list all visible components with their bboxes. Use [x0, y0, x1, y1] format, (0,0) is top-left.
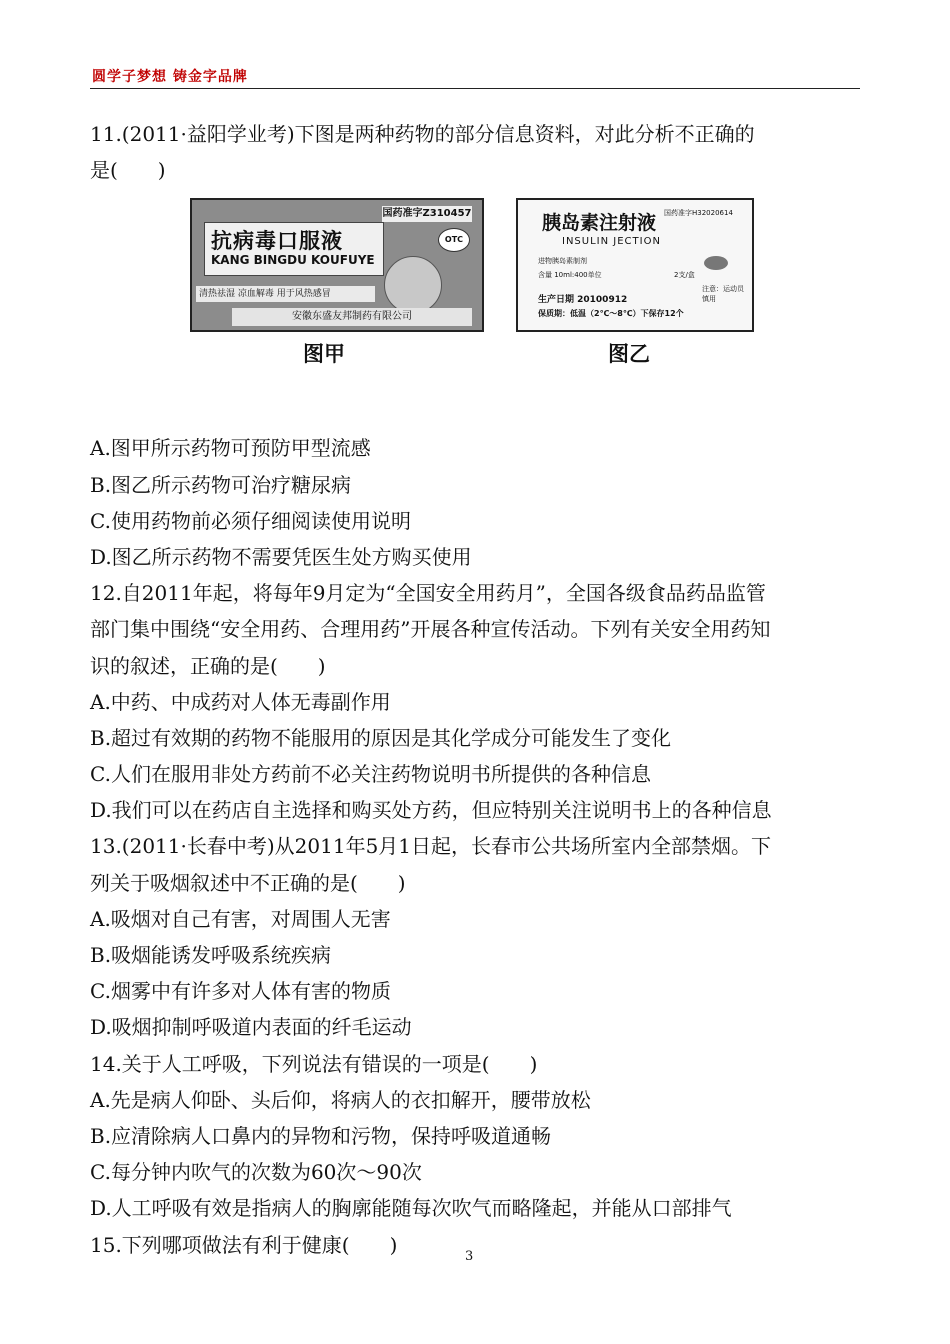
q11-option-a: A.图甲所示药物可预防甲型流感: [90, 436, 371, 461]
yi-note: 注意：运动员慎用: [702, 285, 744, 304]
otc-badge: OTC: [438, 228, 470, 252]
yi-content: 含量 10ml:400单位: [538, 271, 602, 280]
q13-option-c: C.烟雾中有许多对人体有害的物质: [90, 979, 391, 1004]
q14-option-d: D.人工呼吸有效是指病人的胸廓能随每次吹气而略隆起，并能从口部排气: [90, 1196, 732, 1221]
yi-approval-number: 国药准字H32020614: [664, 209, 733, 218]
yi-name-en: INSULIN JECTION: [562, 236, 661, 248]
q11-option-d: D.图乙所示药物不需要凭医生处方购买使用: [90, 544, 472, 569]
jia-function-text: 清热祛湿 凉血解毒 用于风热感冒: [196, 286, 375, 302]
q14-option-a: A.先是病人仰卧、头后仰，将病人的衣扣解开，腰带放松: [90, 1087, 591, 1112]
q13-option-b: B.吸烟能诱发呼吸系统疾病: [90, 943, 332, 967]
q12-option-a: A.中药、中成药对人体无毒副作用: [90, 689, 391, 714]
yi-production-date: 生产日期 20100912: [538, 295, 628, 306]
q11-option-c: C.使用药物前必须仔细阅读使用说明: [90, 508, 411, 533]
q11-stem-line-2: 是( ): [90, 158, 166, 183]
header-slogan: 圆学子梦想 铸金字品牌: [92, 69, 248, 85]
q13-option-a: A.吸烟对自己有害，对周围人无害: [90, 906, 391, 931]
q11-figures: [90, 196, 862, 426]
document-body: [90, 116, 862, 1263]
q13-stem-line-2: 列关于吸烟叙述中不正确的是( ): [90, 870, 406, 895]
q12-option-d: D.我们可以在药店自主选择和购买处方药，但应特别关注说明书上的各种信息: [90, 798, 772, 823]
yi-ingredient: 进物胰岛素制剂: [538, 257, 587, 266]
q12-option-b: B.超过有效期的药物不能服用的原因是其化学成分可能发生了变化: [90, 725, 672, 750]
page-number: 3: [465, 1249, 474, 1264]
q13-option-d: D.吸烟抑制呼吸道内表面的纤毛运动: [90, 1015, 412, 1040]
q11-option-b: B.图乙所示药物可治疗糖尿病: [90, 472, 352, 497]
vial-icon: [704, 256, 728, 270]
yi-package: 2支/盒: [674, 271, 695, 280]
jia-name-en: KANG BINGDU KOUFUYE: [211, 253, 375, 268]
q12-stem-line-2: 部门集中围绕“安全用药、合理用药”开展各种宣传活动。下列有关安全用药知: [90, 617, 771, 642]
q14-option-b: B.应清除病人口鼻内的异物和污物，保持呼吸道通畅: [90, 1123, 552, 1148]
yi-name-cn: 胰岛素注射液: [542, 212, 657, 235]
q15-stem: 15.下列哪项做法有利于健康( ): [90, 1232, 398, 1257]
figure-yi-image: [516, 198, 754, 332]
q14-stem: 14.关于人工呼吸，下列说法有错误的一项是( ): [90, 1051, 538, 1076]
q13-stem-line-1: 13.(2011·长春中考)从2011年5月1日起，长春市公共场所室内全部禁烟。下: [90, 834, 772, 859]
q14-option-c: C.每分钟内吹气的次数为60次～90次: [90, 1160, 422, 1185]
jia-approval-number: 国药准字Z310457: [382, 206, 472, 222]
mascot-figure: [384, 256, 442, 314]
figure-jia-image: [190, 198, 484, 332]
q11-stem-line-1: 11.(2011·益阳学业考)下图是两种药物的部分信息资料，对此分析不正确的: [90, 122, 755, 146]
page-header: [90, 66, 860, 89]
q12-option-c: C.人们在服用非处方药前不必关注药物说明书所提供的各种信息: [90, 762, 651, 787]
q12-stem-line-1: 12.自2011年起，将每年9月定为“全国安全用药月”，全国各级食品药品监管: [90, 581, 766, 606]
jia-name-panel: [204, 222, 384, 276]
jia-name-cn: 抗病毒口服液: [211, 229, 343, 254]
q12-stem-line-3: 识的叙述，正确的是( ): [90, 653, 326, 678]
caption-jia: 图甲: [303, 342, 345, 367]
caption-yi: 图乙: [608, 342, 650, 367]
jia-manufacturer: 安徽东盛友邦制药有限公司: [232, 308, 472, 326]
yi-storage: 保质期：低温（2℃～8℃）下保存12个: [538, 309, 684, 319]
